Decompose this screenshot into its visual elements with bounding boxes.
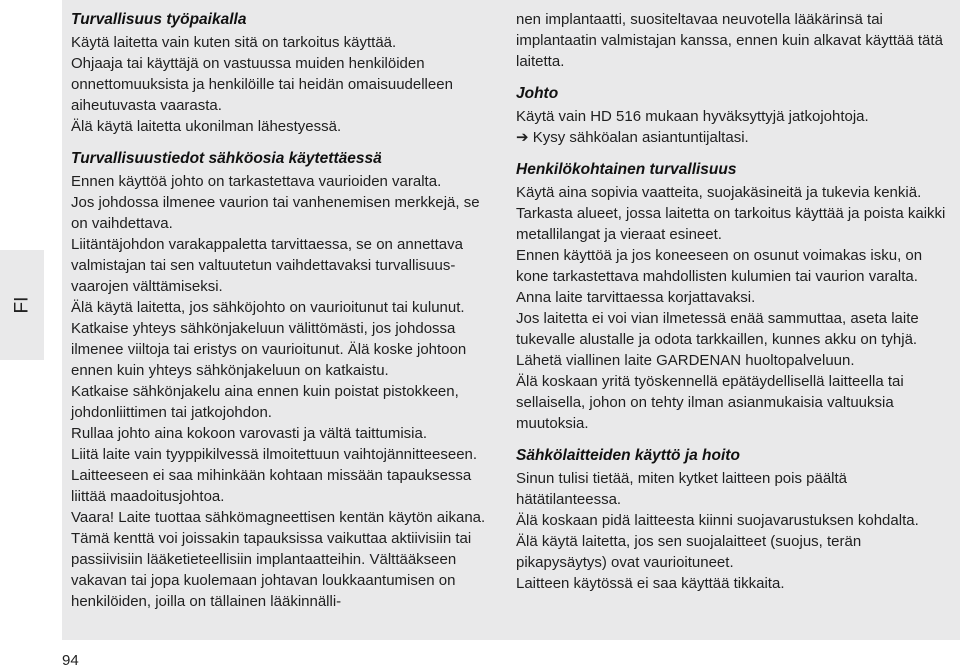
- page-number: 94: [62, 652, 79, 669]
- paragraph: Älä koskaan yritä työskennellä epätäydellisellä laitteella tai sellaisella, johon on tehty ilman asianmukaisia valtuuksia muutoksia.: [516, 373, 904, 432]
- paragraph: Älä käytä laitetta ukonilman lähestyessä.: [71, 118, 342, 135]
- paragraph: Laitteen käytössä ei saa käyttää tikkaita.: [516, 575, 785, 592]
- left-column: [71, 9, 499, 612]
- paragraph: Jos johdossa ilmenee vaurion tai vanhenemisen merkkejä, se on vaihdettava.: [71, 194, 480, 232]
- paragraph: Ennen käyttöä johto on tarkastettava vaurioiden varalta.: [71, 173, 442, 190]
- paragraph: nen implantaatti, suositeltavaa neuvotella lääkärinsä tai implantaatin valmistajan kanssa, ennen kuin alkavat käyttää tätä laitetta.: [516, 11, 943, 70]
- right-column: [516, 9, 952, 594]
- paragraph: ➔ Kysy sähköalan asiantuntijaltasi.: [516, 129, 749, 146]
- paragraph: Liitäntäjohdon varakappaletta tarvittaessa, se on annettava valmistajan tai sen valtuutetun vaihdettavaksi turvallisuus-vaarojen välttämiseksi.: [71, 236, 463, 295]
- paragraph: Sinun tulisi tietää, miten kytket laitteen pois päältä hätätilanteessa.: [516, 470, 848, 508]
- paragraph: Ohjaaja tai käyttäjä on vastuussa muiden henkilöiden onnettomuuksista ja henkilöille tai heidän omaisuudelleen aiheutuvasta vaarasta.: [71, 55, 453, 114]
- language-code: FI: [10, 296, 32, 314]
- heading-workplace-safety: Turvallisuus työpaikalla: [71, 11, 247, 28]
- paragraph: Rullaa johto aina kokoon varovasti ja vältä taittumisia.: [71, 425, 428, 442]
- heading-personal-safety: Henkilökohtainen turvallisuus: [516, 161, 737, 178]
- paragraph: Käytä aina sopivia vaatteita, suojakäsineitä ja tukevia kenkiä.: [516, 184, 922, 201]
- heading-device-use: Sähkölaitteiden käyttö ja hoito: [516, 447, 740, 464]
- heading-cord: Johto: [516, 85, 559, 102]
- paragraph: Ennen käyttöä ja jos koneeseen on osunut voimakas isku, on kone tarkastettava mahdollisten kulumien tai vaurion varalta. Anna laite tarvittaessa korjattavaksi.: [516, 247, 923, 306]
- paragraph: Laitteeseen ei saa mihinkään kohtaan missään tapauksessa liittää maadoitusjohtoa.: [71, 467, 472, 505]
- paragraph: Liitä laite vain tyyppikilvessä ilmoitettuun vaihtojännitteeseen.: [71, 446, 478, 463]
- paragraph: Älä käytä laitetta, jos sen suojalaitteet (suojus, terän pikapysäytys) ovat vaurioituneet.: [516, 533, 862, 571]
- language-tab: [0, 250, 44, 360]
- paragraph: Käytä vain HD 516 mukaan hyväksyttyjä jatkojohtoja.: [516, 108, 869, 125]
- paragraph: Älä koskaan pidä laitteesta kiinni suojavarustuksen kohdalta.: [516, 512, 919, 529]
- paragraph: Vaara! Laite tuottaa sähkömagneettisen kentän käytön aikana. Tämä kenttä voi joissakin tapauksissa vaikuttaa aktiivisiin tai passiivisiin lääketieteellisiin implantaatteihin. Välttääkseen vakavan tai jopa kuolemaan johtavan loukkaantumisen on henkilöiden, joilla on tällainen lääkinnälli-: [71, 509, 486, 610]
- paragraph: Tarkasta alueet, jossa laitetta on tarkoitus käyttää ja poista kaikki metallilangat ja vieraat esineet.: [516, 205, 946, 243]
- heading-electrical-safety: Turvallisuustiedot sähköosia käytettäessä: [71, 150, 382, 167]
- paragraph: Käytä laitetta vain kuten sitä on tarkoitus käyttää.: [71, 34, 397, 51]
- paragraph: Katkaise sähkönjakelu aina ennen kuin poistat pistokkeen, johdonliittimen tai jatkojohdon.: [71, 383, 459, 421]
- paragraph: Älä käytä laitetta, jos sähköjohto on vaurioitunut tai kulunut.: [71, 299, 465, 316]
- paragraph: Katkaise yhteys sähkönjakeluun välittömästi, jos johdossa ilmenee viiltoja tai eristys on vaurioitunut. Älä koske johtoon ennen kuin yhteys sähkönjakeluun on katkaistu.: [71, 320, 467, 379]
- paragraph: Jos laitetta ei voi vian ilmetessä enää sammuttaa, aseta laite tukevalle alustalle ja odota tarkkaillen, kunnes akku on tyhjä. Lähetä viallinen laite GARDENAN huoltopalveluun.: [516, 310, 919, 369]
